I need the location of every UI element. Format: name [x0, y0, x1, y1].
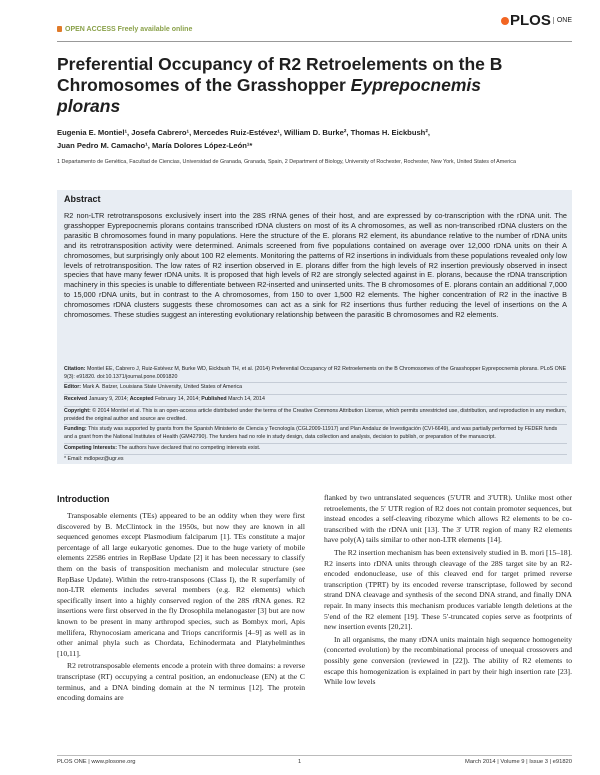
header-divider	[57, 41, 572, 42]
page-number: 1	[298, 759, 302, 765]
paragraph: Transposable elements (TEs) appeared to be an oddity when they were first discovered by B. McClintock in the 1950s, but now they are known in all sequenced genomes except Plasmodium falciparum [1]. TEs constitute a major percentage of all large eukaryotic genomes. Due to the huge variety of mobile elements 22586 entries in RepBase Update [2] it has been necessary to classify them on the basis of transposition mechanism and molecular structure (see RepBase Update). Within the retro-transposons (Class I), the R superfamily of non-LTR elements includes several members (e.g. R2 elements) which specifically insert into a highly conserved region of the 28S rRNA genes. R2 insertions were first observed in the fly Drosophila melanogaster [3] but are now known to be present in many arthropod species, such as Bombyx mori, Apis mellifera, Rhynocosiam americana and Triops cancriformis [4–9] as well as in other animal phyla such as Chordata, Echinodermata and Platyhelminthes [10,11].	[57, 511, 305, 658]
open-lock-icon	[57, 26, 62, 32]
competing-interests: Competing Interests: The authors have declared that no competing interests exist.	[64, 445, 567, 453]
footer-divider	[57, 755, 572, 756]
plos-dot-icon	[501, 17, 509, 25]
paragraph: R2 retrotransposable elements encode a protein with three domains: a reverse transcriptase (RT) occupying a central position, an endonuclease (EN) at the C terminus, and a DNA binding domain at the N terminus [12]. The protein encoding domains are	[57, 661, 305, 703]
open-access-banner	[57, 26, 192, 33]
paragraph: flanked by two untranslated sequences (5′UTR and 3′UTR). Unlike most other retroelements, the 5′ UTR region of R2 does not contain promoter sequences, but instead encodes a self-cleaving ribozyme which allows R2 elements to be co-transcribed with the rDNA unit [13]. The 3′ UTR region of many R2 elements have poly(A) tails similar to other non-LTR elements [14].	[324, 493, 572, 545]
paragraph: In all organisms, the many rDNA units maintain high sequence homogeneity (concerted evolution) by the recombinational process of unequal crossovers and possibly gene conversion (reviewed in [22]). The ability of R2 elements to escape this homogenization is explained in part by their high insertion rate [23]. While low levels	[324, 634, 572, 687]
plos-one-logo[interactable]: PLOS $^{ONE}$	[501, 12, 572, 29]
editor: Editor: Mark A. Batzer, Louisiana State University, United States of America	[64, 384, 567, 392]
open-access-label: OPEN ACCESS Freely available online	[65, 26, 193, 33]
abstract-text: R2 non-LTR retrotransposons exclusively insert into the 28S rRNA genes of their host, and are expressed by co-transcription with the rDNA unit. The grasshopper Eyprepocnemis plorans contains transcribed rDNA clusters on most of its A chromosomes, as well as non-transcribed rDNA clusters on the parasitic B chromosomes found in many populations. Here the structure of the E. plorans R2 element, its abundance relative to the number of rDNA units and its retrotransposition activity were determined. Animals screened from five populations contained on average over 12,000 rDNA units on their A chromosomes, but surprisingly only about 100 R2 elements. Monitoring the patterns of R2 insertions in individuals from these populations revealed only low levels of retrotransposition. The low rates of R2 insertion observed in E. plorans differ from the high levels of R2 insertion previously observed in insect species that have many fewer rDNA units. It is proposed that high levels of R2 are strongly selected against in E. plorans, because the rDNA transcription machinery in this species is unable to differentiate between R2-inserted and uninserted units. The B chromosomes of E. plorans contain an additional 7,000 to 15,000 rDNA units, but in contrast to the A chromosomes, from 150 to over 1,500 R2 elements. The higher concentration of R2 in the inactive B chromosomes rDNA clusters suggests these chromosomes can act as a sink for R2 insertions thus further reducing the level of insertions on the A chromosomes. These studies suggest an interesting evolutionary relationship between the parasitic B chromosomes and R2 elements.	[64, 211, 567, 320]
affiliations: 1 Departamento de Genética, Facultad de Ciencias, Universidad de Granada, Granada, Spain, 2 Department of Biology, University of Rochester, Rochester, New York, United States of America	[57, 159, 516, 165]
article-title: Preferential Occupancy of R2 Retroelements on the B Chromosomes of the Grasshopper Eyprepocnemis plorans	[57, 54, 503, 116]
footer-issue: March 2014 | Volume 9 | Issue 3 | e91820	[465, 759, 572, 765]
correspondence-email: * Email: mdlopez@ugr.es	[64, 456, 567, 464]
paragraph: The R2 insertion mechanism has been extensively studied in B. mori [15–18]. R2 inserts into rDNA units through cleavage of the 28S target site by an R2-encoded endonuclease, use of this cleaved end for target primed reverse transcription (TPRT) by its encoded reverse transcriptase, followed by second strand DNA cleavage and synthesis of the second DNA strand, and finally DNA repair. In many insects this mechanism produces variable length deletions at the 5′end of the R2 element [19]. These 5′-truncated copies serve as footprints of new insertion events [20,21].	[324, 547, 572, 632]
body-column-right	[324, 493, 572, 690]
authors-line-2: Juan Pedro M. Camacho¹, María Dolores López-León¹*	[57, 141, 253, 150]
citation: Citation: Montiel EE, Cabrero J, Ruiz-Estévez M, Burke WD, Eickbush TH, et al. (2014) Preferential Occupancy of R2 Retroelements on the B Chromosomes of the Grasshopper Eyprepocnemis plorans. PLoS ONE 9(3): e91820. doi:10.1371/journal.pone.0091820	[64, 366, 567, 380]
footer-journal[interactable]: PLOS ONE | www.plosone.org	[57, 759, 136, 765]
abstract-heading: Abstract	[64, 194, 101, 204]
author-list	[57, 126, 557, 152]
body-column-left	[57, 511, 305, 706]
copyright: Copyright: © 2014 Montiel et al. This is an open-access article distributed under the terms of the Creative Commons Attribution License, which permits unrestricted use, distribution, and reproduction in any medium, provided the original author and source are credited.	[64, 408, 566, 422]
dates: Received January 9, 2014; Accepted February 14, 2014; Published March 14, 2014	[64, 396, 567, 404]
authors-line-1: Eugenia E. Montiel¹, Josefa Cabrero¹, Mercedes Ruiz-Estévez¹, William D. Burke², Thomas H. Eickbush²,	[57, 128, 430, 137]
abstract-box	[57, 190, 572, 464]
funding: Funding: This study was supported by grants from the Spanish Ministerio de Ciencia y Tecnología (CGL2009-11917) and Plan Andaluz de Investigación (CVI-6649), and was partially performed by FEDER funds and a grant from the National Institutes of Health (GM42790). The funders had no role in study design, data collection and analysis, decision to publish, or preparation of the manuscript.	[64, 426, 567, 441]
introduction-heading: Introduction	[57, 494, 110, 504]
